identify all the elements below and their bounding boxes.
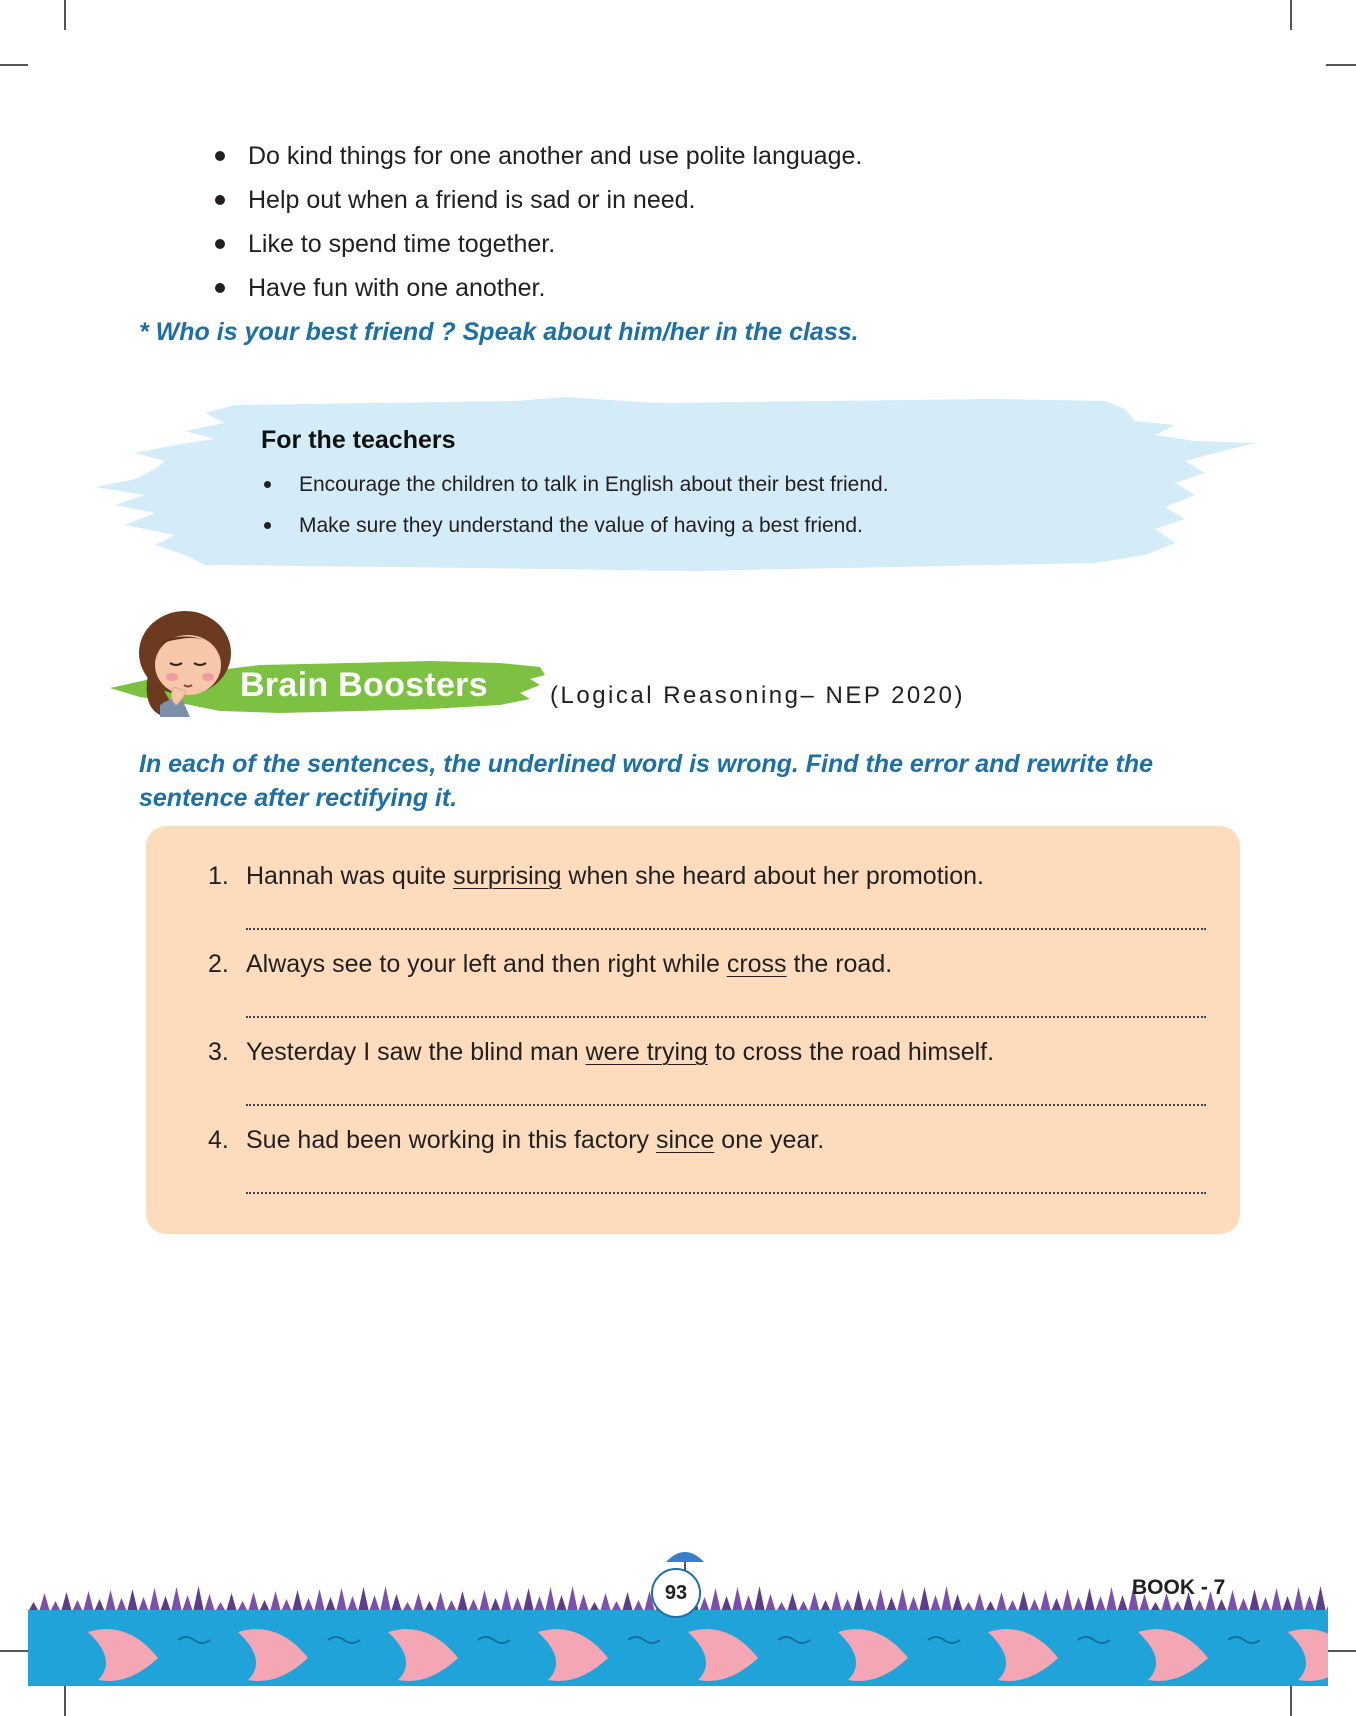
tree-shape — [391, 1594, 402, 1612]
tree-shape — [622, 1592, 633, 1612]
tree-shape — [1326, 1594, 1328, 1612]
tree-shape — [809, 1592, 820, 1612]
tree-shape — [369, 1595, 380, 1612]
tree-shape — [1293, 1587, 1304, 1612]
crop-mark — [1290, 0, 1292, 30]
tree-shape — [1304, 1595, 1315, 1612]
tree-shape — [380, 1586, 391, 1612]
tree-shape — [600, 1593, 611, 1612]
tree-shape — [1073, 1597, 1084, 1612]
tree-shape — [974, 1593, 985, 1612]
tree-shape — [1249, 1589, 1260, 1612]
tree-shape — [578, 1594, 589, 1612]
question-text: the road. — [786, 950, 893, 978]
underlined-word: were trying — [585, 1038, 708, 1066]
crop-mark — [64, 0, 66, 30]
tree-shape — [754, 1586, 765, 1612]
tree-shape — [358, 1587, 369, 1612]
tree-shape — [1238, 1598, 1249, 1612]
tree-shape — [501, 1589, 512, 1612]
exercise-instruction: In each of the sentences, the underlined word is wrong. Find the error and rewrite the sentence after rectifying it. — [139, 750, 1154, 812]
tree-shape — [138, 1597, 149, 1612]
underlined-word: since — [655, 1126, 715, 1154]
tree-shape — [171, 1587, 182, 1612]
question-number: 2. — [208, 950, 229, 978]
tree-shape — [270, 1591, 281, 1612]
tree-shape — [435, 1592, 446, 1612]
crop-mark — [1290, 1686, 1292, 1716]
question-number: 1. — [208, 862, 229, 890]
underlined-word: surprising — [453, 862, 562, 890]
tree-shape — [105, 1590, 116, 1612]
question-text: to cross the road himself. — [707, 1038, 995, 1066]
tree-shape — [886, 1597, 897, 1612]
tree-shape — [1260, 1597, 1271, 1612]
tree-shape — [479, 1590, 490, 1612]
tree-shape — [721, 1596, 732, 1612]
tree-shape — [512, 1597, 523, 1612]
question-text: when she heard about her promotion. — [561, 862, 984, 890]
tree-shape — [347, 1596, 358, 1612]
tree-shape — [292, 1590, 303, 1612]
crop-mark — [1326, 64, 1356, 66]
tree-shape — [831, 1591, 842, 1612]
tree-shape — [39, 1593, 50, 1612]
bullet-item: Help out when a friend is sad or in need. — [208, 178, 862, 222]
tree-shape — [732, 1587, 743, 1612]
tree-shape — [1040, 1590, 1051, 1612]
answer-line[interactable] — [246, 1104, 1206, 1106]
tree-shape — [1018, 1591, 1029, 1612]
tree-shape — [83, 1591, 94, 1612]
teachers-note-list — [261, 464, 889, 546]
question-number: 4. — [208, 1126, 229, 1154]
question-text: Sue had been working in this factory — [246, 1126, 656, 1154]
tree-shape — [864, 1598, 875, 1612]
bullet-item: Do kind things for one another and use polite language. — [208, 134, 862, 178]
tree-shape — [1271, 1588, 1282, 1612]
tree-shape — [1282, 1596, 1293, 1612]
tree-shape — [875, 1589, 886, 1612]
tree-shape — [204, 1594, 215, 1612]
underlined-word: cross — [726, 950, 787, 978]
tree-shape — [490, 1598, 501, 1612]
tree-shape — [1051, 1598, 1062, 1612]
question-text: one year. — [714, 1126, 825, 1154]
water-band — [28, 1610, 1328, 1686]
tree-shape — [1106, 1587, 1117, 1612]
answer-line[interactable] — [246, 1192, 1206, 1194]
answer-line[interactable] — [246, 928, 1206, 930]
question-text: Always see to your left and then right while — [246, 950, 727, 978]
question-3 — [208, 1038, 994, 1067]
tree-shape — [160, 1596, 171, 1612]
tree-shape — [1084, 1588, 1095, 1612]
tree-shape — [248, 1592, 259, 1612]
tree-shape — [919, 1587, 930, 1612]
question-text: Yesterday I saw the blind man — [246, 1038, 586, 1066]
tree-shape — [127, 1589, 138, 1612]
tree-shape — [457, 1591, 468, 1612]
tree-shape — [325, 1597, 336, 1612]
crop-mark — [0, 64, 28, 66]
tree-shape — [523, 1588, 534, 1612]
tree-shape — [534, 1596, 545, 1612]
teachers-note-item: Encourage the children to talk in English about their best friend. — [261, 464, 889, 505]
brain-boosters-banner — [100, 605, 550, 725]
tree-shape — [853, 1590, 864, 1612]
bullet-item: Like to spend time together. — [208, 222, 862, 266]
tree-shape — [193, 1586, 204, 1612]
tree-shape — [545, 1587, 556, 1612]
brain-boosters-title: Brain Boosters — [240, 666, 488, 704]
tree-shape — [303, 1598, 314, 1612]
tree-shape — [1095, 1596, 1106, 1612]
friendship-bullet-list — [208, 134, 862, 310]
bullet-item: Have fun with one another. — [208, 266, 862, 310]
tree-shape — [941, 1586, 952, 1612]
tree-shape — [710, 1588, 721, 1612]
tree-shape — [314, 1589, 325, 1612]
answer-line[interactable] — [246, 1016, 1206, 1018]
tree-shape — [765, 1594, 776, 1612]
page-number: 93 — [651, 1568, 701, 1618]
tree-shape — [567, 1586, 578, 1612]
tree-shape — [1227, 1590, 1238, 1612]
book-label: BOOK - 7 — [1132, 1576, 1226, 1599]
question-2 — [208, 950, 892, 979]
question-4 — [208, 1126, 824, 1155]
tree-shape — [336, 1588, 347, 1612]
tree-shape — [699, 1597, 710, 1612]
tree-shape — [996, 1592, 1007, 1612]
crop-mark — [0, 1650, 28, 1652]
question-1 — [208, 862, 984, 891]
tree-shape — [556, 1595, 567, 1612]
crop-mark — [64, 1686, 66, 1716]
tree-shape — [952, 1594, 963, 1612]
speaking-prompt: * Who is your best friend ? Speak about him/her in the class. — [139, 318, 859, 346]
teachers-note-item: Make sure they understand the value of having a best friend. — [261, 505, 889, 546]
tree-shape — [897, 1588, 908, 1612]
tree-shape — [413, 1593, 424, 1612]
tree-shape — [182, 1595, 193, 1612]
question-number: 3. — [208, 1038, 229, 1066]
tree-shape — [1062, 1589, 1073, 1612]
tree-shape — [226, 1593, 237, 1612]
tree-shape — [787, 1593, 798, 1612]
question-text: Hannah was quite — [246, 862, 454, 890]
tree-shape — [743, 1595, 754, 1612]
tree-shape — [61, 1592, 72, 1612]
tree-shape — [149, 1588, 160, 1612]
tree-shape — [116, 1598, 127, 1612]
teachers-note-title: For the teachers — [261, 426, 456, 454]
crop-mark — [1326, 1650, 1356, 1652]
brain-boosters-subtitle: (Logical Reasoning– NEP 2020) — [550, 682, 965, 709]
tree-shape — [1117, 1595, 1128, 1612]
tree-shape — [908, 1596, 919, 1612]
tree-shape — [930, 1595, 941, 1612]
tree-shape — [1315, 1586, 1326, 1612]
